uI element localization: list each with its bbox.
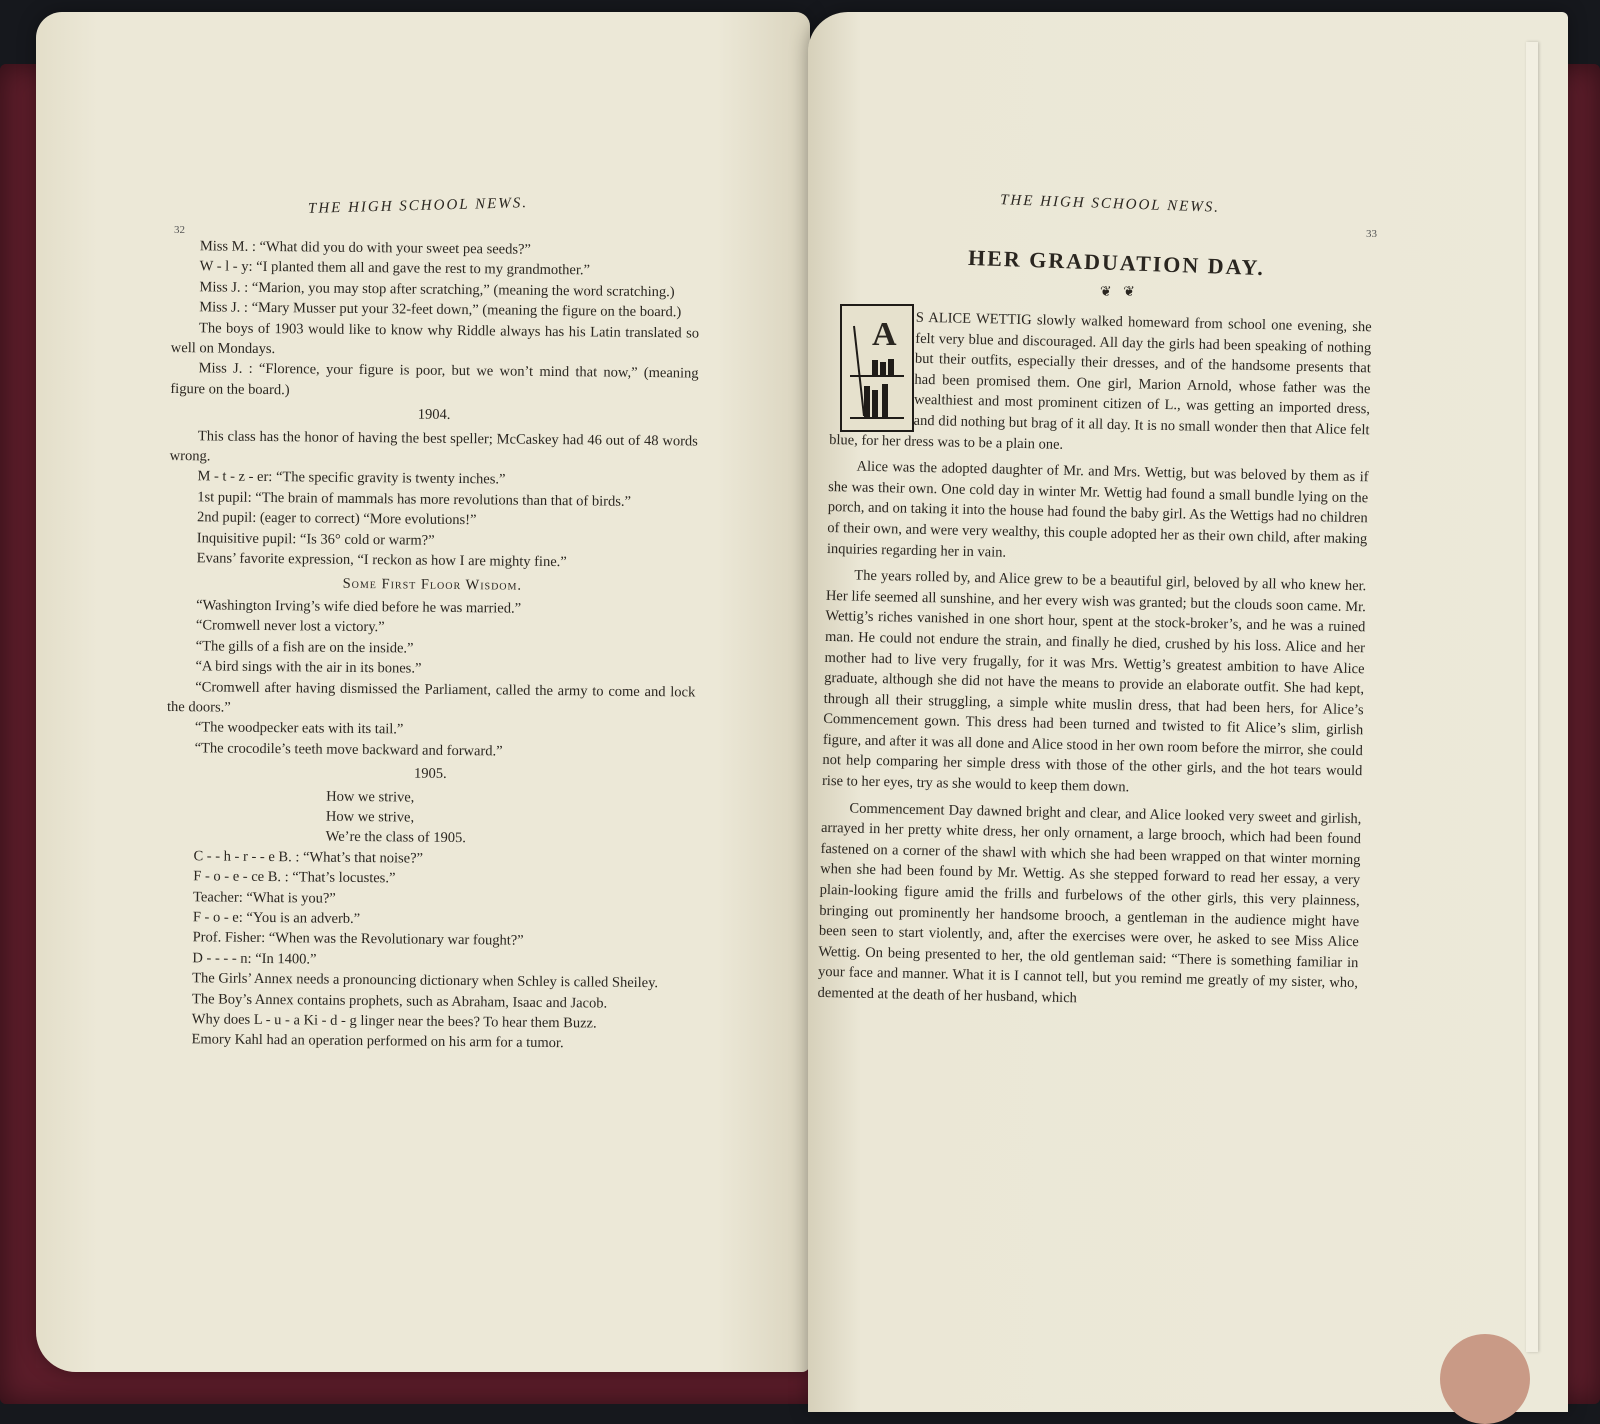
text-line: “The gills of a fish are on the inside.” (195, 637, 414, 657)
text-line: We’re the class of 1905. (325, 829, 466, 847)
text-line: C - - h - r - - e B. : “What’s that noise?” (193, 848, 424, 867)
article-body (817, 306, 1371, 1015)
page-edge (1526, 42, 1538, 1352)
running-head-right: THE HIGH SCHOOL NEWS. (999, 192, 1221, 216)
text-line: D - - - - n: “In 1400.” (192, 950, 317, 968)
text-line: Miss J. : “Florence, your figure is poor, but we won’t mind that now,” (meaning figure on the board.) (170, 360, 699, 399)
page-number-left: 32 (174, 224, 185, 236)
text-line: How we strive, (325, 808, 415, 826)
text-line: Teacher: “What is you?” (192, 888, 336, 907)
text-line: This class has the honor of having the best speller; McCaskey had 46 out of 48 words wrong. (169, 427, 698, 465)
title-ornament: ❦ ❦ (1100, 285, 1139, 300)
text-line: Inquisitive pupil: “Is 36° cold or warm?” (196, 529, 435, 549)
text-line: “Washington Irving’s wife died before he was married.” (196, 597, 522, 617)
text-line: Evans’ favorite expression, “I reckon as how I are mighty fine.” (196, 550, 567, 571)
article-paragraph: Alice was the adopted daughter of Mr. and Mrs. Wettig, but was beloved by them as if she was their own. One cold day in winter Mr. Wettig had found a small bundle lying on the porch, and on taking it into the house had found the baby girl. As the Wettigs had no children of their own, and were very wealthy, this couple adopted her as their own child, after making inquiries regarding her in vain. (826, 458, 1369, 561)
text-line: M - t - z - er: “The specific gravity is twenty inches.” (197, 468, 506, 488)
drop-cap-spacer (829, 306, 916, 430)
text-line: W - l - y: “I planted them all and gave the rest to my grandmother.” (199, 258, 591, 279)
text-line: Prof. Fisher: “When was the Revolutionary war fought?” (192, 929, 524, 950)
text-line: 2nd pupil: (eager to correct) “More evolutions!” (196, 509, 477, 529)
page-number-right: 33 (1366, 228, 1377, 240)
text-line: Why does L - u - a Ki - d - g linger near the bees? To hear them Buzz. (191, 1011, 597, 1032)
text-line: 1905. (413, 765, 447, 783)
drop-cap-letter: A (872, 316, 897, 353)
article-paragraph: Commencement Day dawned bright and clear, and Alice looked very sweet and girlish, arrayed in her pretty white dress, her only ornament, a large brooch, which had been found fastened on a corner of the shawl with which she had been wrapped on that winter morning when she had been found by Mr. Wettig. As she stepped forward to read her essay, a very plain-looking figure amid the frills and furbelows of the other girls, this very plainness, bringing out prominently her handsome brooch, a gentleman in the audience might have been seen to start violently, and, after the exercises were over, he asked to see Miss Alice Wettig. On being presented to her, the old gentleman said: “There is something familiar in your face and manner. What it is I cannot tell, but you remind me greatly of my sister, who, demented at the death of her husband, which (817, 800, 1362, 1007)
text-line: Miss J. : “Mary Musser put your 32-feet down,” (meaning the figure on the board.) (199, 299, 682, 321)
text-line: Miss J. : “Marion, you may stop after scratching,” (meaning the word scratching.) (199, 279, 675, 301)
text-line: Some First Floor Wisdom. (342, 575, 523, 594)
text-line: Miss M. : “What did you do with your sweet pea seeds?” (199, 238, 531, 258)
text-line: “The woodpecker eats with its tail.” (194, 719, 404, 738)
text-line: “A bird sings with the air in its bones.” (195, 658, 422, 677)
article-paragraph: The years rolled by, and Alice grew to be a beautiful girl, beloved by all who knew her. Her life seemed all sunshine, and her every wish was granted; but the clouds soon came. Mr. Wettig’s riches vanished in one short hour, spent at the stock-broker’s, and he was a ruined man. He could not endure the strain, and finally he died, crushed by his loss. Alice and her mother had to live very frugally, for it was Mrs. Wettig’s greatest ambition to have Alice graduate, although she did not have the means to provide an elaborate outfit. She had kept, through all their struggling, a simple white muslin dress, that had been hers, for Alice’s Commencement gown. This dress had been turned and twisted to fit Alice’s slim, girlish figure, and after it was all done and Alice stood in her own room before the mirror, she could not help comparing her simple dress with those of the other girls, and the hot tears would rise to her eyes, try as she would to keep them down. (821, 567, 1367, 796)
text-line: “Cromwell never lost a victory.” (195, 617, 385, 636)
article-title: HER GRADUATION DAY. (967, 244, 1266, 281)
right-page (808, 12, 1568, 1412)
running-head-left: THE HIGH SCHOOL NEWS. (307, 195, 529, 217)
text-line: How we strive, (326, 788, 415, 806)
text-line: The boys of 1903 would like to know why Riddle always has his Latin translated so well on Mondays. (170, 319, 700, 358)
left-page (36, 12, 810, 1372)
text-line: F - o - e: “You is an adverb.” (192, 909, 361, 928)
text-line: “Cromwell after having dismissed the Parliament, called the army to come and lock the doors.” (166, 678, 696, 716)
text-line: 1904. (417, 406, 451, 424)
text-line: Emory Kahl had an operation performed on his arm for a tumor. (191, 1031, 564, 1052)
thumb (1440, 1334, 1530, 1424)
text-line: F - o - e - ce B. : “That’s locustes.” (193, 868, 396, 887)
text-line: “The crocodile’s teeth move backward and forward.” (194, 740, 503, 760)
left-page-text (163, 236, 699, 1055)
text-line: The Boy’s Annex contains prophets, such as Abraham, Isaac and Jacob. (191, 990, 608, 1012)
article-paragraph: S ALICE WETTIG slowly walked homeward from school one evening, she felt very blue and discouraged. All day the girls had been speaking of nothing but their outfits, especially their dresses, and of the handsome presents that had been promised them. One girl, Marion Arnold, whose father was the wealthiest and most prominent citizen of L., was getting an imported dress, and did nothing but brag of it all day. It is no small wonder then that Alice felt blue, for her dress was to be a plain one. (829, 309, 1372, 453)
text-line: The Girls’ Annex needs a pronouncing dictionary when Schley is called Sheiley. (192, 970, 659, 992)
text-line: 1st pupil: “The brain of mammals has more revolutions than that of birds.” (197, 489, 632, 510)
